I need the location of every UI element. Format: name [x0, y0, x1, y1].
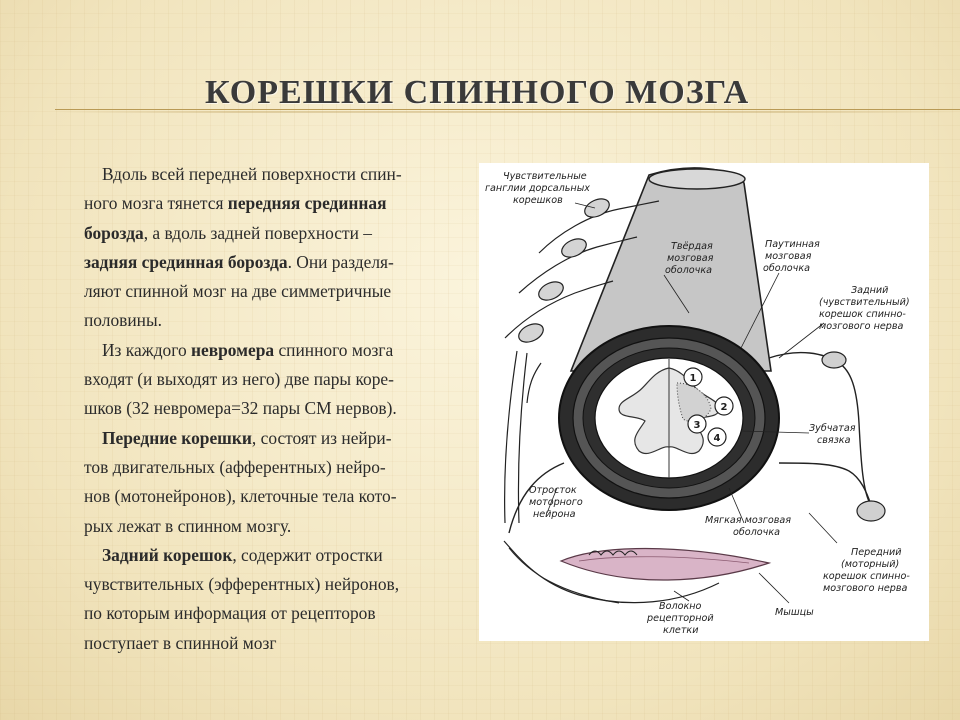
dura-mater-top	[649, 169, 745, 189]
label-denticulate-2: связка	[817, 435, 851, 446]
slide-title: КОРЕШКИ СПИННОГО МОЗГА	[205, 74, 750, 111]
label-anterior-root-4: мозгового нерва	[823, 583, 908, 594]
label-posterior-root-4: мозгового нерва	[819, 321, 904, 332]
label-denticulate-1: Зубчатая	[809, 423, 856, 434]
text-line: Из каждого	[102, 339, 191, 360]
text-line: , состоят из нейри-	[251, 427, 392, 448]
label-ganglia-2: ганглии дорсальных	[485, 183, 590, 194]
spinal-cord-diagram	[479, 163, 929, 641]
label-anterior-root-1: Передний	[851, 547, 902, 558]
body-text	[84, 160, 456, 658]
text-line: ляют спинной мозг на две симметричные	[84, 281, 392, 302]
posterior-root-left	[527, 363, 541, 403]
spinal-ganglion-right	[822, 352, 846, 368]
label-arachnoid-1: Паутинная	[765, 239, 820, 250]
label-receptor-fiber-1: Волокно	[659, 601, 702, 612]
term-anterior-fissure-end: борозда	[84, 222, 144, 243]
text-line: , содержит отростки	[232, 544, 383, 565]
label-pia-2: оболочка	[733, 527, 780, 538]
muscle	[561, 549, 769, 581]
text-line: по которым информация от рецепторов	[84, 603, 376, 624]
text-line: , а вдоль задней поверхности –	[143, 222, 372, 243]
term-posterior-root: Задний корешок	[102, 544, 233, 565]
label-ganglia-3: корешков	[513, 195, 563, 206]
anterior-root-right	[779, 463, 871, 505]
label-motor-neuron-3: нейрона	[533, 509, 576, 520]
text-line: ного мозга тянется	[84, 193, 228, 214]
label-muscle: Мышцы	[775, 607, 814, 618]
label-receptor-fiber-2: рецепторной	[647, 613, 714, 624]
label-dura-2: мозговая	[667, 253, 714, 264]
text-line: входят (и выходят из него) две пары коре-	[84, 369, 394, 390]
label-dura-1: Твёрдая	[671, 241, 713, 252]
label-motor-neuron-2: моторного	[529, 497, 583, 508]
marker-2-label: 2	[720, 402, 728, 413]
text-line: половины.	[84, 310, 163, 331]
label-posterior-root-3: корешок спинно-	[819, 309, 906, 320]
term-posterior-sulcus: задняя срединная борозда	[84, 251, 288, 272]
text-line: Вдоль всей передней поверхности спин-	[102, 164, 402, 184]
label-arachnoid-2: мозговая	[765, 251, 812, 262]
label-ganglia-1: Чувствительные	[503, 171, 587, 182]
label-posterior-root-2: (чувствительный)	[819, 297, 910, 308]
marker-1-label: 1	[689, 373, 697, 384]
title-underline	[55, 109, 960, 110]
ganglion-right	[857, 501, 885, 521]
term-anterior-roots: Передние корешки	[102, 427, 252, 448]
label-dura-3: оболочка	[665, 265, 712, 276]
label-posterior-root-1: Задний	[851, 285, 889, 296]
text-line: чувствительных (эфферентных) нейронов,	[84, 574, 400, 595]
text-line: рых лежат в спинном мозгу.	[84, 515, 292, 536]
text-line: нов (мотонейронов), клеточные тела кото-	[84, 486, 397, 507]
marker-3-label: 3	[693, 420, 701, 431]
text-line: тов двигательных (афферентных) нейро-	[84, 456, 386, 477]
label-pia-1: Мягкая мозговая	[705, 515, 792, 526]
title-underline-shadow	[55, 111, 960, 113]
paragraph-1	[84, 160, 456, 336]
marker-4-label: 4	[713, 433, 721, 444]
text-line: . Они разделя-	[287, 251, 394, 272]
label-anterior-root-2: (моторный)	[841, 559, 900, 570]
paragraph-3	[84, 424, 456, 541]
label-receptor-fiber-3: клетки	[663, 625, 699, 636]
text-line: поступает в спинной мозг	[84, 632, 277, 653]
text-line: шков (32 невромера=32 пары СМ нервов).	[84, 398, 397, 419]
label-anterior-root-3: корешок спинно-	[823, 571, 910, 582]
paragraph-4	[84, 541, 456, 658]
term-anterior-fissure: передняя срединная	[227, 193, 387, 214]
paragraph-2	[84, 336, 456, 424]
label-motor-neuron-1: Отросток	[529, 485, 577, 496]
label-arachnoid-3: оболочка	[763, 263, 810, 274]
text-line: спинного мозга	[274, 339, 394, 360]
spinal-cord-illustration	[479, 163, 929, 641]
term-neuromere: невромера	[190, 339, 275, 360]
